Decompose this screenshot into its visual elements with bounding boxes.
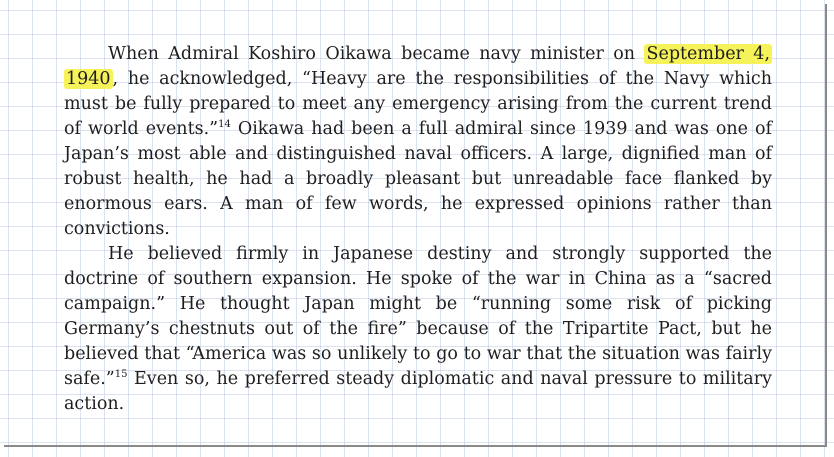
highlight-date-2: 1940 [66,69,111,89]
paragraph-2 [64,242,772,417]
paragraph-1-quote: , he acknowledged, “Heavy are the responsibilities of the Navy which must be fully prepared to meet any emergency arising from the current trend of world events.” [64,69,772,139]
paragraph-2-text: He believed firmly in Japanese destiny and strongly supported the doctrine of southern expansion. He spoke of the war in China as a “sacred campaign.” He thought Japan might be “running some risk of picking Germany’s chestnuts out of the fire” because of the Tripartite Pact, but he believed that “America was so unlikely to go to war that the situation was fairly safe.” [64,244,772,389]
footnote-marker-14: 14 [218,119,231,130]
paragraph-2-rest: Even so, he preferred steady diplomatic and naval pressure to military action. [64,369,772,414]
footnote-marker-15: 15 [114,369,128,380]
paragraph-1 [64,42,772,242]
paragraph-1-rest: Oikawa had been a full admiral since 1939 and was one of Japan’s most able and distinguished naval officers. A large, dignified man of robust health, he had a broadly pleasant but unreadable face flanked by enormous ears. A man of few words, he expressed opinions rather than convictions. [64,119,773,239]
paragraph-1-intro: When Admiral Koshiro Oikawa became navy minister on [108,44,645,64]
document-text [64,42,772,417]
highlight-date-1: September 4, [646,44,771,64]
